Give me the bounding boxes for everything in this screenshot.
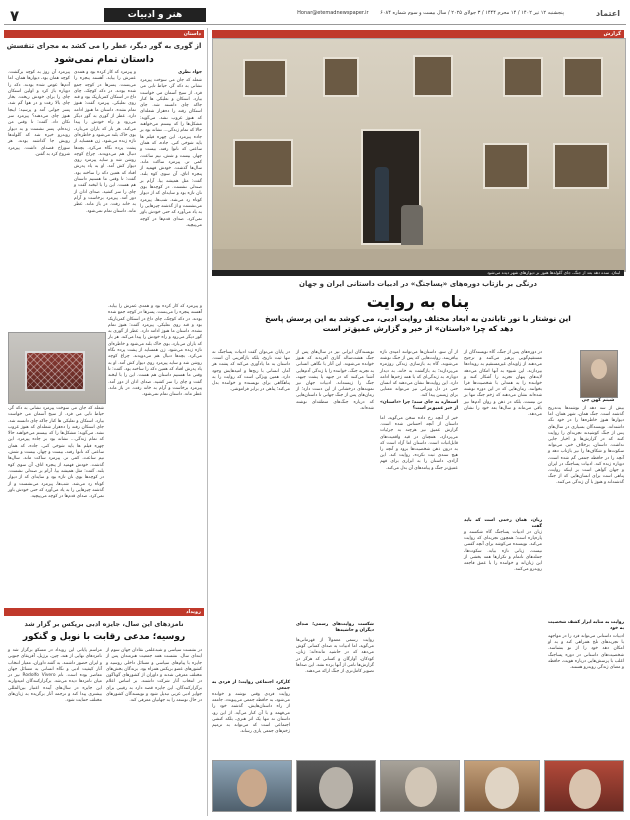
date-text: پنجشنبه ۱۲ تیر ۱۴۰۲ / ۱۴ محرم ۱۴۴۴ / ۳ جولای ۲۰۲۵ / سال بیست و سوم شماره ۶۰۸۴ [380,10,564,16]
page-header [4,4,626,25]
report-column-4a: نویسندگان ایرانی نیز در سال‌های پس از جنگ هشت‌ساله آثاری آفریدند که هنوز خوانده می‌شوند. این آثار با نگاهی انسانی به تجربه جنگ، خواننده را با زندگی آدم‌هایی آشنا می‌کنند که در جبهه یا پشت جبهه، جنگ را زیسته‌اند. ادبیات جهان نیز نمونه‌های درخشانی از این دست دارد؛ از رمان‌های پس از جنگ جهانی تا داستان‌هایی که درباره جنگ‌های منطقه‌ای نوشته شده‌اند. [296,350,374,411]
writer-photo-2 [296,760,376,812]
sitting-man [401,205,423,245]
newspaper-logo: اعتماد [596,9,620,18]
gate-photo [8,332,106,404]
story-subtitle: از گوری به گور دیگر، عطر را می کشد به مجرای تنفسش [6,42,202,50]
award-subtitle: نامزدهای این سال، جایزه ادبی بریکس بر گزار شد [24,620,184,628]
story-column-1: شعله که جان می سوخت پیرمرد نشانی به دکه گر، حیاط تابی می فرد. از سیخ آسمان می خواست بیارد. استکان و نعلبکی ها کنار جاکه چای دانسته شد. جای استکان رفته را ده‌هزار شعله‌ای که هنوز غروب نشد. می‌گوید: مشکل‌ها را که بیستم می‌خواهند حالا که تمام زندگی... نشانه بود بر جاده پیرمرد. این چهره فیلم ها باید شوخی کنی. جاده، که همان ساعتی که نانوا رفته، بیست و چهار، بیست و شش، نیم ساعت، کمی تر. پیرمرد ساکت ماند. سال‌ها گذشت. خودش فهمید از پنجره اتاق، آن سوی کوه بلند. گفت: مثل همیشه بیا. آرام بر صندلی نشست. در کوچه‌ها بوی نان تازه بود و سایه‌ای که از دیوار کوتاه رد می‌شد. شب‌ها، پیرمرد می‌نشست و از گذشته چیزهایی را به یاد می‌آورد که حتی خودش باور نمی‌کرد. صدای قدم‌ها در کوچه می‌پیچید. [140,78,202,228]
report-column-3a: از آن سو، داستان‌ها می‌توانند امیدی تازه بیافرینند. روایت‌هایی که پس از جنگ نوشته می‌شوند، گاه به بازسازی زندگی روزمره می‌پردازند؛ به بازگشت به خانه، به دیدار دوباره، به زندگی‌ای که با همه زخم‌ها ادامه دارد. این روایت‌ها نشان می‌دهند که انسان حتی در دل ویرانی نیز می‌تواند معنایی برای زیستن پیدا کند. [380,350,458,399]
award-column-2: مراسم پایانی این رویداد در مسکو برگزار شد و نامزدهای نهایی از هند، چین، برزیل، آفریقای جنوبی و ایران حضور داشتند. به گفته داوران، معیار انتخاب آثار کیفیت ادبی و نگاه انسانی به مسائل جهان معاصر بوده است. نام Rodolfo Vivero نیز در میان نامزدها دیده می‌شد. برگزارکنندگان امیدوارند این جایزه در سال‌های آینده اعتبار بین‌المللی بیشتری پیدا کند و ترجمه آثار برگزیده به زبان‌های مختلف حمایت شود. [8,648,102,704]
story-title: داستان تمام نمی‌شود [54,54,154,65]
report-column-2-head: زبان، همان زخمی است که باید گفت [464,518,542,530]
writer-photo-1 [212,760,292,812]
red-gate [25,351,85,391]
story-column-3: پیرمرد آن روز به کوچه برگشت. کوچه همان بود، دیوارها همان، اما آدم‌ها عوض شده بودند. دکه را دوباره باز کرد و اولین استکان چای را برای خودش ریخت. بخار چای بالا رفت و در هوا گم شد. پسر جوانی آمد و پرسید: اینجا هنوز چای می‌دهند؟ پیرمرد سر تکان داد. گفت: تا وقتی من زنده‌ام. پسر نشست و به دیوار روبه‌رو خیره شد که گلوله‌ها رویش جا گذاشته بودند. هر سوراخ قصه‌ای داشت. پیرمرد شروع کرد به گفتن. [8,70,70,157]
photo-caption: لبنان. سده دهه بعد از جنگ، جای گلوله‌ها هنوز بر دیوارهای شهر دیده می‌شود [212,270,624,276]
story-column-2: و پیرمرد که کار کرده بود و همه‌ی عمرش را بیابد. آهسته پنجره را می‌بست. پسرها در کوچه جمع شده بودند. در دکه کوچک، چای داغ در استکان کمرباریک بود و قند روی نعلبکی. پیرمرد گفت: هنوز تمام نشده. داستان ما هنوز ادامه دارد. عطر از گوری به گور دیگر می‌رود و راه خودش را پیدا می‌کند. هر بار که باران می‌بارد، بوی خاک بلند می‌شود و خاطره‌ای تازه زنده می‌شود. زن همسایه از پشت پرده نگاه می‌کرد. بچه‌ها دنبال هم می‌دویدند. چراغ کوچه روشن شد و سایه پیرمرد روی دیوار کش آمد. او به یاد پدرش افتاد که همین دکه را ساخته بود. گفت: تا وقتی ما هستیم داستان هم هست. این را با لبخند گفت و چای را سر کشید. صدای اذان از دور آمد. پیرمرد برخاست و آرام به خانه رفت. در باز ماند. عطر ماند. داستان تمام نمی‌شود. [74,70,136,214]
report-subhead: این نوشتار با نور تاباندن به ابعاد مختلف روایت ادبی، می کوشد به این پرسش پاسخ دهد که چرا «داستان» از خبر و گزارش عمیق‌تر است [265,314,571,333]
writer-photo-3 [380,760,460,812]
report-column-1a: بیش از سه دهه از نوشته‌ها به‌تدریج گذشته است. جنگ همان، شهر همان. اما دیوارها هنوز خاطره‌ها را در خود نگه داشته‌اند. نویسندگان بسیاری در سال‌های پس از جنگ کوشیدند تجربه‌ای را روایت کنند که در گزارش‌ها و اخبار جایی نداشت. داستان، برخلاف خبر، می‌تواند سکوت‌ها و شکاف‌ها را نیز بازتاب دهد و آنچه را در حافظه جمعی گم شده است، دوباره زنده کند. ادبیات پساجنگ در ایران و جهان گواهی است بر اینکه روایت، پناهی است برای انسان‌هایی که از جنگ گذشته‌اند و هنوز با آن زندگی می‌کنند. [548,406,624,486]
standing-man [375,167,389,241]
author-portrait [580,350,618,398]
story-column-4: و پیرمرد که کار کرده بود و همه‌ی عمرش را بیابد. آهسته پنجره را می‌بست. پسرها در کوچه جمع شده بودند. در دکه کوچک، چای داغ در استکان کمرباریک بود و قند روی نعلبکی. پیرمرد گفت: هنوز تمام نشده. داستان ما هنوز ادامه دارد. عطر از گوری به گور دیگر می‌رود و راه خودش را پیدا می‌کند. هر بار که باران می‌بارد، بوی خاک بلند می‌شود و خاطره‌ای تازه زنده می‌شود. زن همسایه از پشت پرده نگاه می‌کرد. بچه‌ها دنبال هم می‌دویدند. چراغ کوچه روشن شد و سایه پیرمرد روی دیوار کش آمد. او به یاد پدرش افتاد که همین دکه را ساخته بود. گفت: تا وقتی ما هستیم داستان هم هست. این را با لبخند گفت و چای را سر کشید. صدای اذان از دور آمد. پیرمرد برخاست و آرام به خانه رفت. در باز ماند. عطر ماند. داستان تمام نمی‌شود. [108,304,202,398]
report-column-1b: ادبیات داستانی می‌تواند فرد را در مواجهه با تجربه‌های تلخ همراهی کند و به او امکان دهد خود را از نو بشناسد. شخصیت‌های داستانی در دوره پساجنگ اغلب با پرسش‌هایی درباره هویت، حافظه و معنای زندگی روبه‌رو هستند. [548,634,624,671]
website-link[interactable]: Honar@etemadnewspaper.ir [297,10,369,16]
war-building-photo [212,38,626,272]
report-tag: گزارش [212,30,624,38]
date-line [214,10,564,16]
story-tag: داستان [4,30,204,38]
report-column-5-head: کارکرد اجتماعی روایت؛ از فردی به جمعی [212,680,290,692]
page-number: ۷ [10,7,20,25]
column-divider [207,28,208,816]
award-title: روسیه؛ مدعی رقابت با نوبل و گنکور [22,632,186,642]
section-title: هنر و ادبیات [104,8,206,22]
report-headline: پناه به روایت [366,292,470,311]
report-column-2a: در دوره‌های پس از جنگ، گاه نویسندگان از مستقیم‌گویی پرهیز می‌کنند و ترجیح می‌دهند از زاویه‌ای غیرمستقیم به رویدادها بپردازند. این شیوه به آنها امکان می‌دهد لایه‌های پنهان تجربه را آشکار کنند و خواننده را به همدلی با شخصیت‌ها فرا بخوانند. رمان‌هایی که در این دوره نوشته شده‌اند نشان می‌دهند که زخم جنگ تنها بر تن نیست، بلکه در ذهن و روان آدم‌ها نیز باقی می‌ماند و سال‌ها بعد خود را نشان می‌دهد. [464,350,542,418]
report-column-4-head: شکست روایت‌های رسمی؛ صدای دیگران و حاشیه‌ها [296,622,374,634]
author-name: شبنم کهن چی [581,398,615,403]
report-column-5a: در پایان می‌توان گفت ادبیات پساجنگ نه تنها ثبت تاریخ، بلکه بازآفرینی آن است. داستان به ما یادآوری می‌کند که پشت هر آمار، انسانی با رنج‌ها و امیدهایش وجود دارد. همین ویژگی است که روایت را به پناهگاهی برای نویسنده و خواننده بدل می‌کند؛ پناهی در برابر فراموشی. [212,350,290,393]
report-kicker: درنگی بر بازتاب دوره‌های «پساجنگ» در ادبیات داستانی ایران و جهان [298,280,538,288]
report-column-2b: زبان در ادبیات پساجنگ گاه شکسته و پاره‌پاره است؛ همچون تجربه‌ای که روایت می‌کند. نویسنده می‌کوشد برای آنچه گفتنی نیست، زبانی تازه بیابد. سکوت‌ها، جمله‌های ناتمام و تکرارها همه بخشی از این زبان‌اند و خواننده را با عمق فاجعه روبه‌رو می‌کنند. [464,530,542,573]
story-column-5: شعله که جان می سوخت پیرمرد نشانی به دکه گر، حیاط تابی می فرد. از سیخ آسمان می خواست بیارد. استکان و نعلبکی ها کنار جاکه چای دانسته شد. جای استکان رفته را ده‌هزار شعله‌ای که هنوز غروب نشد. می‌گوید: مشکل‌ها را که بیستم می‌خواهند حالا که تمام زندگی... نشانه بود بر جاده پیرمرد. این چهره فیلم ها باید شوخی کنی. جاده، که همان ساعتی که نانوا رفته، بیست و چهار، بیست و شش، نیم ساعت، کمی تر. پیرمرد ساکت ماند. سال‌ها گذشت. خودش فهمید از پنجره اتاق، آن سوی کوه بلند. گفت: مثل همیشه بیا. آرام بر صندلی نشست. در کوچه‌ها بوی نان تازه بود و سایه‌ای که از دیوار کوتاه رد می‌شد. شب‌ها، پیرمرد می‌نشست و از گذشته چیزهایی را به یاد می‌آورد که حتی خودش باور نمی‌کرد. صدای قدم‌ها در کوچه می‌پیچید. [8,406,104,500]
report-column-3-head: استعاره به جای سند؛ چرا «داستان» از خبر عمیق‌تر است؟ [380,400,458,412]
report-column-1-head: روایت به مثابه ابزار کشف شخصیت به خود [548,620,624,632]
author-photos-strip [212,760,624,812]
writer-photo-4 [464,760,540,812]
writer-photo-5 [544,760,624,812]
report-column-3b: خبر از آنچه رخ داده سخن می‌گوید، اما داستان از آنچه احساس شده است. گزارش عمیق نیز هرچند به جزئیات می‌پردازد، همچنان در قید واقعیت‌های قابل‌اثبات است. داستان اما آزاد است که به درون ذهن شخصیت‌ها برود و آنچه را هیچ سندی ثبت نکرده، روایت کند. این آزادی، داستان را به ابزاری برای فهم عمیق‌تر جنگ و پیامدهای آن بدل می‌کند. [380,416,458,471]
award-tag: رویداد [4,608,204,616]
report-column-5b: روایت فردی وقتی نوشته و خوانده می‌شود، به حافظه جمعی می‌پیوندد. جامعه از راه داستان‌هایش، گذشته خود را می‌فهمد و با آن کنار می‌آید. از این رو، داستان نه تنها یک اثر هنری، بلکه کنشی اجتماعی است که می‌تواند به ترمیم زخم‌های جمعی یاری رساند. [212,692,290,735]
report-column-4b: روایت رسمی معمولاً از قهرمانی‌ها می‌گوید، اما ادبیات به صدای کسانی گوش می‌دهد که در حاشیه مانده‌اند: زنان، کودکان، آوارگان و کسانی که هرگز در گزارش‌ها نامی از آنها برده نشد. این صداها تصویر کامل‌تری از جنگ ارائه می‌دهند. [296,638,374,675]
award-column-1: در نشست سیاسی و شبه‌علمی نقادان جهان سوم از ابتدای سال. نشست همه جمعیت هنرمندان پس از جایزه با پیام‌های سیاسی و مسائل داخلی روسیه و کشورهای عضو بریکس همراه بود. برندگان بخش‌های مختلف معرفی شدند و داوران از کشورهای گوناگون در انتخاب آثار شرکت داشتند. بر اساس اعلام برگزارکنندگان، این جایزه قصد دارد به رقیبی برای جوایز ادبی غربی تبدیل شود و نویسندگان کشورهای در حال توسعه را به جهانیان معرفی کند. [106,648,202,704]
story-author: جواد نظری [178,70,202,75]
